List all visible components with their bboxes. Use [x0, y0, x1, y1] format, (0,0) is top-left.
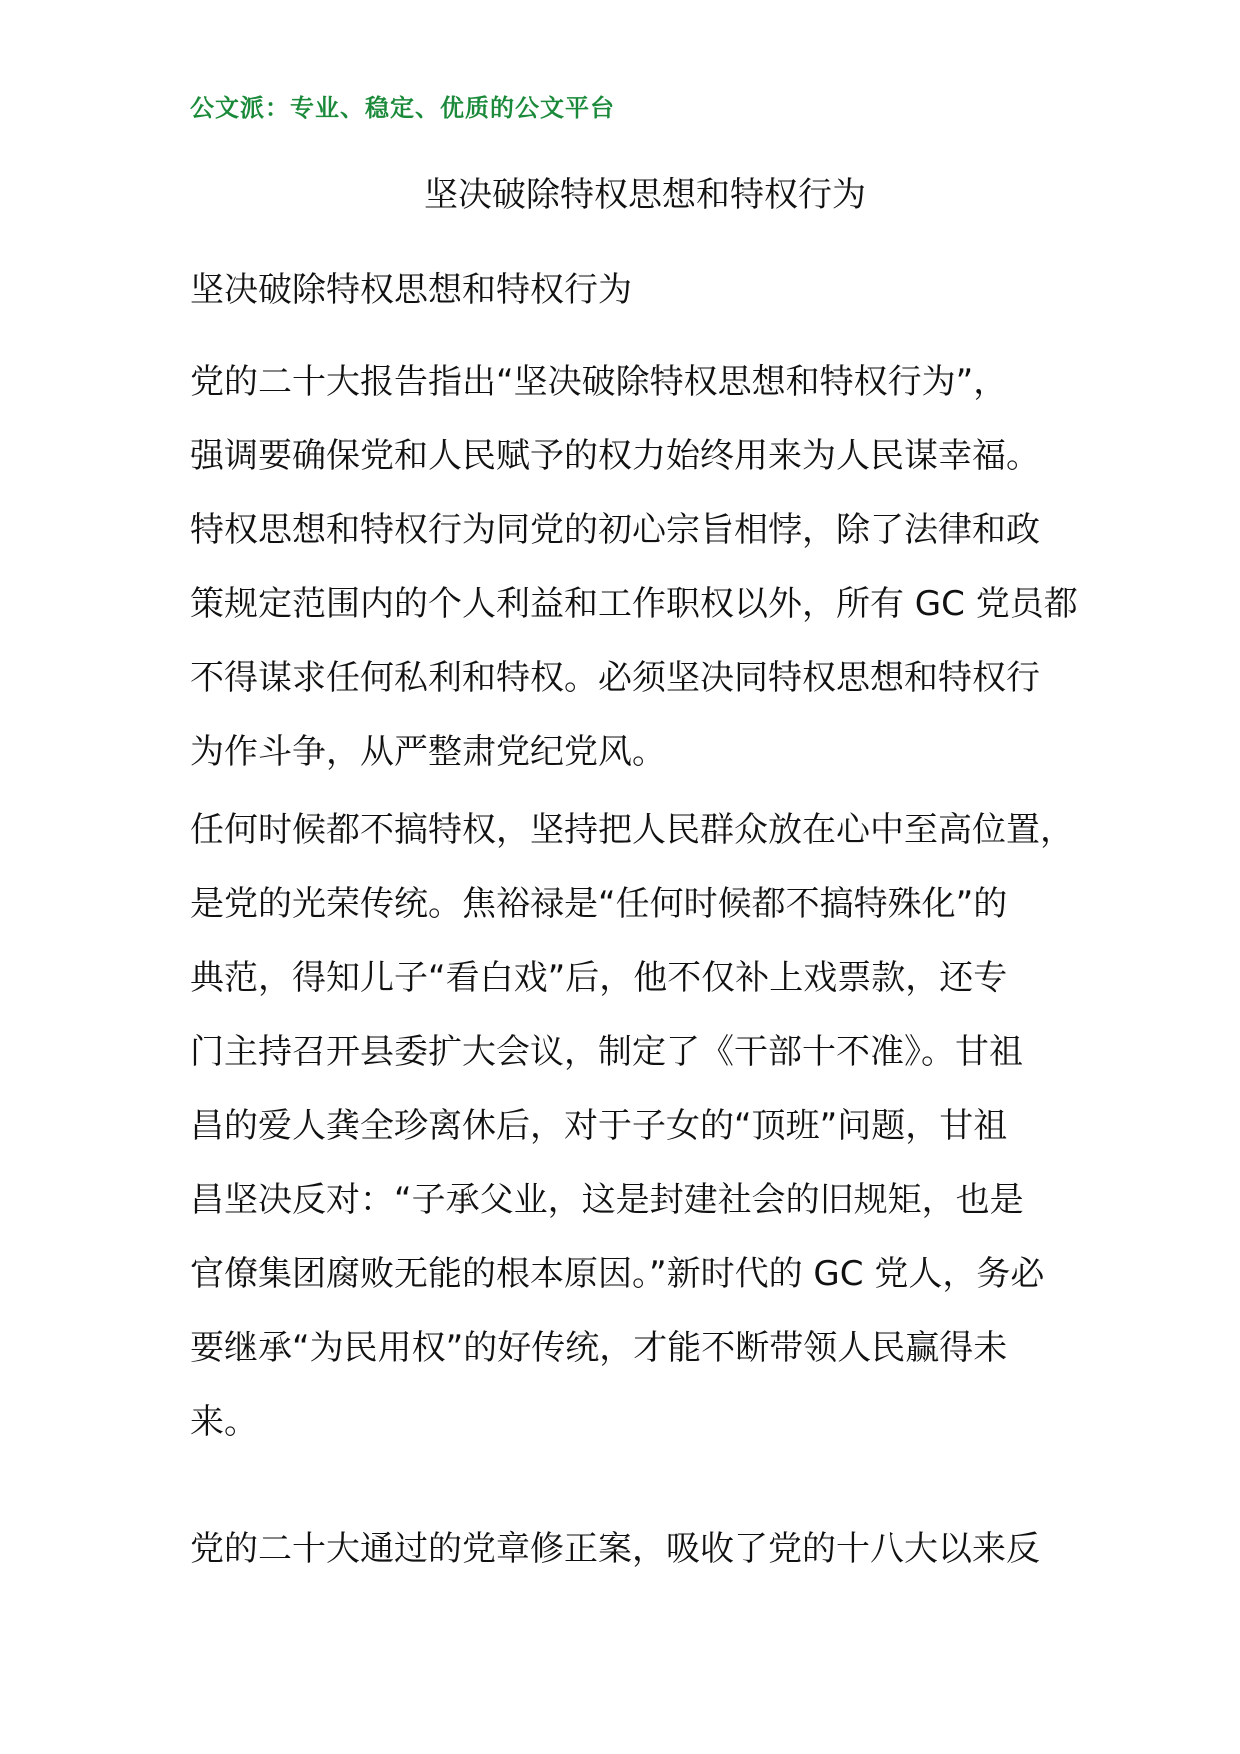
paragraph-line: 典范，得知儿子“看白戏”后，他不仅补上戏票款，还专: [190, 958, 1008, 998]
paragraph-line: 官僚集团腐败无能的根本原因。”新时代的 GC 党人，务必: [190, 1254, 1045, 1294]
paragraph-line: 昌的爱人龚全珍离休后，对于子女的“顶班”问题，甘祖: [190, 1106, 1008, 1146]
paragraph-2: [190, 793, 1074, 1459]
paragraph-line: 门主持召开县委扩大会议，制定了《干部十不准》。甘祖: [190, 1032, 1023, 1072]
site-header: 公文派：专业、稳定、优质的公文平台: [190, 93, 615, 122]
paragraph-line: 特权思想和特权行为同党的初心宗旨相悖，除了法律和政: [190, 510, 1040, 550]
paragraph-line: 为作斗争，从严整肃党纪党风。: [190, 732, 666, 772]
document-subtitle: 坚决破除特权思想和特权行为: [190, 270, 632, 310]
paragraph-line: 强调要确保党和人民赋予的权力始终用来为人民谋幸福。: [190, 436, 1040, 476]
paragraph-line: 任何时候都不搞特权，坚持把人民群众放在心中至高位置，: [190, 810, 1074, 850]
paragraph-line: 党的二十大报告指出“坚决破除特权思想和特权行为”，: [190, 362, 1008, 402]
paragraph-3: [190, 1512, 1040, 1586]
paragraph-line: 来。: [190, 1402, 258, 1442]
paragraph-line: 要继承“为民用权”的好传统，才能不断带领人民赢得未: [190, 1328, 1008, 1368]
paragraph-1: [190, 345, 1078, 789]
paragraph-line: 昌坚决反对：“子承父业，这是封建社会的旧规矩，也是: [190, 1180, 1024, 1220]
paragraph-line: 是党的光荣传统。焦裕禄是“任何时候都不搞特殊化”的: [190, 884, 1008, 924]
paragraph-line: 党的二十大通过的党章修正案，吸收了党的十八大以来反: [190, 1529, 1040, 1569]
paragraph-line: 不得谋求任何私利和特权。必须坚决同特权思想和特权行: [190, 658, 1040, 698]
paragraph-line: 策规定范围内的个人利益和工作职权以外，所有 GC 党员都: [190, 584, 1078, 624]
document-title: 坚决破除特权思想和特权行为: [424, 175, 866, 215]
